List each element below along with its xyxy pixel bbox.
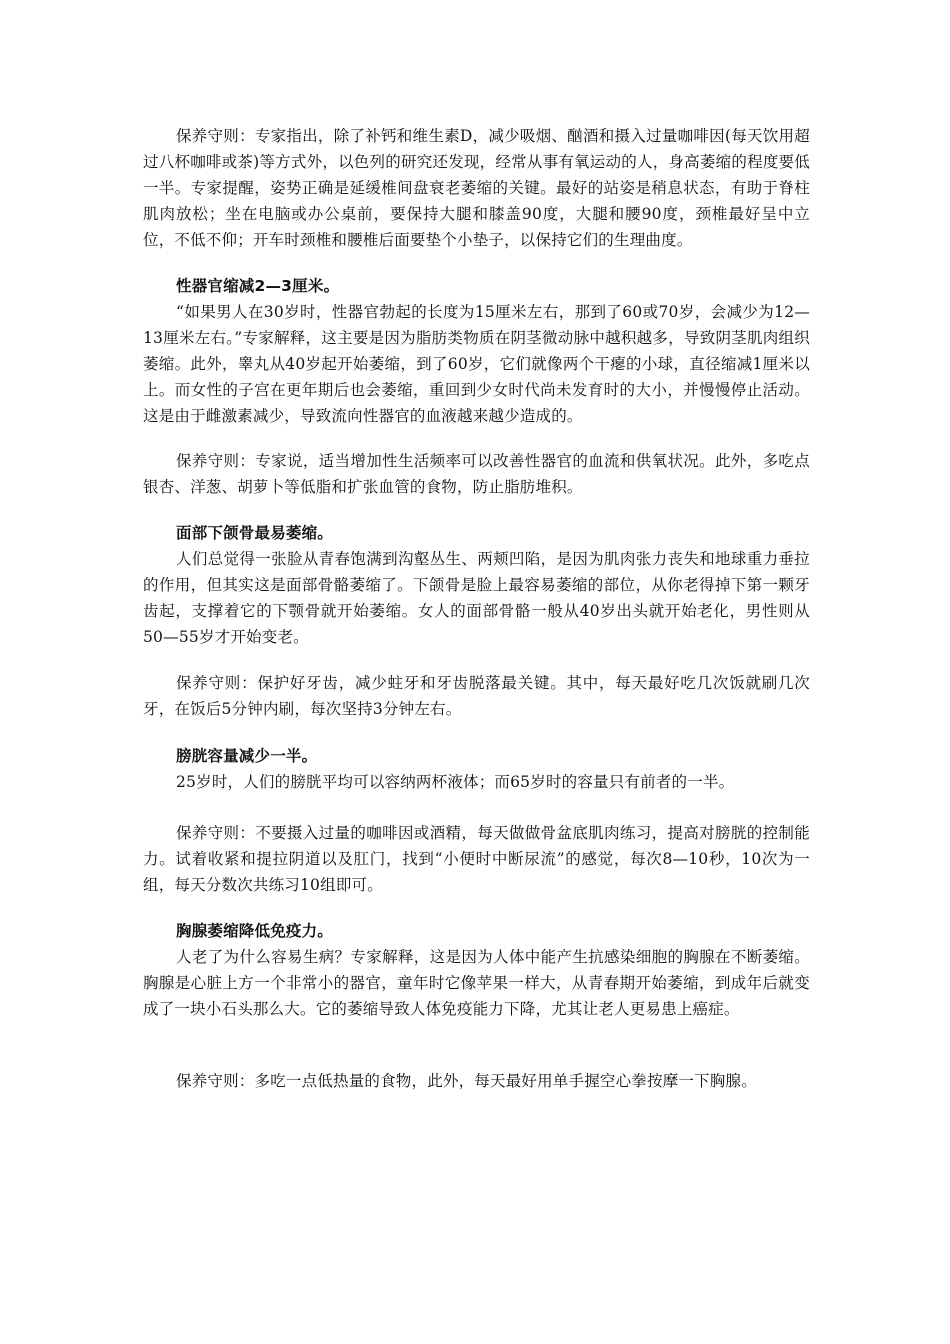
tip-paragraph: 保养守则：保护好牙齿，减少蛀牙和牙齿脱落最关键。其中，每天最好吃几次饭就刷几次牙，在饭后5分钟内刷，每次坚持3分钟左右。 (143, 674, 810, 718)
section-thymus (143, 918, 810, 1022)
body-paragraph: 25岁时，人们的膀胱平均可以容纳两杯液体；而65岁时的容量只有前者的一半。 (176, 773, 735, 791)
tip-paragraph: 保养守则：多吃一点低热量的食物，此外，每天最好用单手握空心拳按摩一下胸腺。 (176, 1072, 757, 1090)
section-bladder-tip (143, 820, 810, 898)
section-thymus-tip (143, 1068, 810, 1094)
section-heading: 胸腺萎缩降低免疫力。 (176, 922, 334, 940)
body-paragraph: “如果男人在30岁时，性器官勃起的长度为15厘米左右，那到了60或70岁，会减少为12—13厘米左右。”专家解释，这主要是因为脂肪类物质在阴茎微动脉中越积越多，导致阴茎肌肉组织萎缩。此外，睾丸从40岁起开始萎缩，到了60岁，它们就像两个干瘪的小球，直径缩减1厘米以上。而女性的子宫在更年期后也会萎缩，重回到少女时代尚未发育时的大小，并慢慢停止活动。这是由于雌激素减少，导致流向性器官的血液越来越少造成的。 (143, 303, 810, 425)
tip-paragraph: 保养守则：不要摄入过量的咖啡因或酒精，每天做做骨盆底肌肉练习，提高对膀胱的控制能力。试着收紧和提拉阴道以及肛门，找到“小便时中断尿流”的感觉，每次8—10秒，10次为一组，每天分数次共练习10组即可。 (143, 824, 810, 894)
section-heading: 膀胱容量减少一半。 (176, 747, 318, 765)
section-jaw-tip (143, 670, 810, 722)
section-spine-tip (143, 123, 810, 253)
body-paragraph: 人老了为什么容易生病？专家解释，这是因为人体中能产生抗感染细胞的胸腺在不断萎缩。胸腺是心脏上方一个非常小的器官，童年时它像苹果一样大，从青春期开始萎缩，到成年后就变成了一块小石头那么大。它的萎缩导致人体免疫能力下降，尤其让老人更易患上癌症。 (143, 948, 810, 1018)
tip-paragraph: 保养守则：专家说，适当增加性生活频率可以改善性器官的血流和供氧状况。此外，多吃点银杏、洋葱、胡萝卜等低脂和扩张血管的食物，防止脂肪堆积。 (143, 452, 810, 496)
tip-paragraph: 保养守则：专家指出，除了补钙和维生素D，减少吸烟、酗酒和摄入过量咖啡因(每天饮用超过八杯咖啡或茶)等方式外，以色列的研究还发现，经常从事有氧运动的人，身高萎缩的程度要低一半。专家提醒，姿势正确是延缓椎间盘衰老萎缩的关键。最好的站姿是稍息状态，有助于脊柱肌肉放松；坐在电脑或办公桌前，要保持大腿和膝盖90度，大腿和腰90度，颈椎最好呈中立位，不低不仰；开车时颈椎和腰椎后面要垫个小垫子，以保持它们的生理曲度。 (143, 127, 810, 249)
section-jaw (143, 520, 810, 650)
section-heading: 面部下颌骨最易萎缩。 (176, 524, 334, 542)
body-paragraph: 人们总觉得一张脸从青春饱满到沟壑丛生、两颊凹陷，是因为肌肉张力丧失和地球重力垂拉的作用，但其实这是面部骨骼萎缩了。下颌骨是脸上最容易萎缩的部位，从你老得掉下第一颗牙齿起，支撑着它的下颚骨就开始萎缩。女人的面部骨骼一般从40岁出头就开始老化，男性则从50—55岁才开始变老。 (143, 550, 810, 646)
section-genitals-tip (143, 448, 810, 500)
section-heading: 性器官缩减2—3厘米。 (176, 277, 340, 295)
section-bladder (143, 743, 810, 795)
section-genitals (143, 273, 810, 429)
